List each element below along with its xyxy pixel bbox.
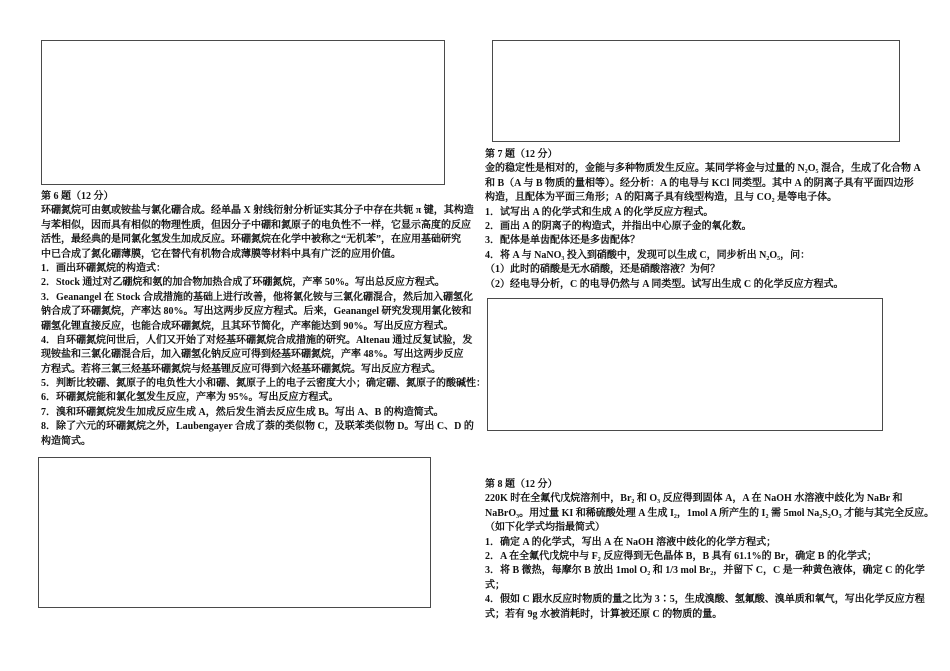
item-line: 2．画出 A 的阴离子的构造式，并指出中心原子金的氧化数。 bbox=[485, 220, 752, 232]
item-line: 构造简式。 bbox=[41, 435, 91, 447]
question-6-item-5 bbox=[41, 377, 486, 391]
intro-line: 金的稳定性是相对的，金能与多种物质发生反应。某同学将金与过量的 N₂O₅ 混合，生成了化合物 A bbox=[485, 163, 921, 175]
intro-line: （如下化学式均指最简式） bbox=[485, 522, 605, 534]
item-line: 6．环硼氮烷能和氯化氢发生反应，产率为 95%。写出反应方程式。 bbox=[41, 392, 339, 404]
item-line: 1．试写出 A 的化学式和生成 A 的化学反应方程式。 bbox=[485, 206, 714, 218]
item-line: 4．假如 C 跟水反应时物质的量之比为 3∶5，生成溴酸、氢氟酸、溴单质和氧气，写出化学反应方程 bbox=[485, 594, 925, 606]
question-6-item-1 bbox=[41, 262, 471, 276]
question-7-item-1 bbox=[485, 206, 915, 220]
item-line: 方程式。若将三氯三烃基环硼氮烷与烃基锂反应可得到六烃基环硼氮烷。写出反应方程式。 bbox=[41, 363, 441, 375]
question-6-item-8 bbox=[41, 420, 474, 449]
sub-item-line: （2）经电导分析，C 的电导仍然与 A 同类型。试写出生成 C 的化学反应方程式。 bbox=[485, 278, 844, 290]
intro-line: 220K 时在全氟代戊烷溶剂中，Br₂ 和 O₃ 反应得到固体 A，A 在 NaOH 水溶液中歧化为 NaBr 和 bbox=[485, 493, 903, 505]
question-8-item-1 bbox=[485, 536, 915, 550]
answer-box-top-right bbox=[492, 40, 900, 142]
question-7-item-3 bbox=[485, 234, 915, 248]
question-8 bbox=[485, 478, 935, 622]
question-7-intro bbox=[485, 162, 921, 205]
item-line: 2．A 在全氟代戊烷中与 F₂ 反应得到无色晶体 B，B 具有 61.1%的 Br，确定 B 的化学式； bbox=[485, 550, 877, 562]
question-6-intro bbox=[41, 204, 474, 262]
question-8-item-2 bbox=[485, 550, 915, 564]
item-line: 式； bbox=[485, 579, 505, 591]
item-line: 1．确定 A 的化学式，写出 A 在 NaOH 溶液中歧化的化学方程式； bbox=[485, 536, 777, 548]
question-6 bbox=[41, 190, 486, 449]
question-7 bbox=[485, 148, 921, 292]
question-8-title: 第 8 题（12 分） bbox=[485, 479, 558, 490]
sub-item-line: （1）此时的硝酸是无水硝酸，还是硝酸溶液？为何？ bbox=[485, 264, 720, 276]
intro-line: 环硼氮烷可由氨或铵盐与氯化硼合成。经单晶 X 射线衍射分析证实其分子中存在共轭 π 键，其构造 bbox=[41, 205, 474, 217]
item-line: 4．自环硼氮烷问世后，人们又开始了对烃基环硼氮烷合成措施的研究。Altenau 通过反复试验，发 bbox=[41, 334, 473, 346]
item-line: 钠合成了环硼氮烷，产率达 80%。写出这两步反应方程式。后来，Geanangel 研究发现用氯化铵和 bbox=[41, 306, 472, 318]
question-8-item-4 bbox=[485, 593, 925, 622]
item-line: 4．将 A 与 NaNO₃ 投入到硝酸中，发现可以生成 C，同步析出 N₂O₅，问： bbox=[485, 249, 811, 261]
intro-line: 和 B（A 与 B 物质的量相等）。经分析：A 的电导与 KCl 同类型。其中 A 的阴离子具有平面四边形 bbox=[485, 177, 914, 189]
item-line: 8．除了六元的环硼氮烷之外，Laubengayer 合成了萘的类似物 C，及联苯类似物 D。写出 C、D 的 bbox=[41, 421, 474, 433]
intro-line: NaBrO₃。用过量 KI 和稀硫酸处理 A 生成 I₂，1mol A 所产生的 I₂ 需 5mol Na₂S₂O₃ 才能与其完全反应。 bbox=[485, 507, 935, 519]
question-7-title: 第 7 题（12 分） bbox=[485, 149, 558, 160]
question-6-item-6 bbox=[41, 391, 471, 405]
question-7-item-4 bbox=[485, 249, 915, 292]
question-6-item-2 bbox=[41, 276, 471, 290]
question-6-item-7 bbox=[41, 406, 471, 420]
item-line: 1．画出环硼氮烷的构造式： bbox=[41, 262, 166, 274]
item-line: 3．配体是单齿配体还是多齿配体？ bbox=[485, 235, 640, 247]
item-line: 式；若有 9g 水被消耗时，计算被还原 C 的物质的量。 bbox=[485, 608, 723, 620]
question-8-intro bbox=[485, 492, 935, 535]
answer-box-bottom-left bbox=[38, 457, 431, 608]
item-line: 3．将 B 微热，每摩尔 B 放出 1mol O₂ 和 1/3 mol Br₂，并留下 C，C 是一种黄色液体，确定 C 的化学 bbox=[485, 565, 925, 577]
intro-line: 活性，最经典的是同氯化氢发生加成反应。环硼氮烷在化学中被称之“无机苯”，在应用基础研究 bbox=[41, 234, 461, 246]
item-line: 2．Stock 通过对乙硼烷和氨的加合物加热合成了环硼氮烷，产率 50%。写出总反应方程式。 bbox=[41, 277, 445, 289]
intro-line: 构造，且配体为平面三角形；A 的阳离子具有线型构造，且与 CO₂ 是等电子体。 bbox=[485, 192, 838, 204]
question-8-item-3 bbox=[485, 564, 925, 593]
item-line: 3．Geanangel 在 Stock 合成措施的基础上进行改善，他将氯化铵与三氯化硼混合，然后加入硼氢化 bbox=[41, 291, 473, 303]
item-line: 5．判断比较硼、氮原子的电负性大小和硼、氮原子上的电子云密度大小；确定硼、氮原子的酸碱性： bbox=[41, 378, 486, 390]
question-6-title: 第 6 题（12 分） bbox=[41, 191, 114, 202]
item-line: 现铵盐和三氯化硼混合后，加入硼氢化钠反应可得到烃基环硼氮烷，产率 48%。写出这两步反应 bbox=[41, 349, 464, 361]
intro-line: 与苯相似，因而具有相似的物理性质，但因分子中硼和氮原子的电负性不一样，它显示高度的反应 bbox=[41, 219, 471, 231]
answer-box-middle-right bbox=[487, 298, 883, 431]
intro-line: 中已合成了氮化硼薄膜，它在替代有机物合成薄膜等材料中具有广泛的应用价值。 bbox=[41, 248, 401, 260]
question-6-item-3 bbox=[41, 291, 471, 334]
question-6-item-4 bbox=[41, 334, 471, 377]
question-7-item-2 bbox=[485, 220, 915, 234]
answer-box-top-left bbox=[41, 40, 445, 185]
item-line: 7．溴和环硼氮烷发生加成反应生成 A，然后发生消去反应生成 B。写出 A、B 的构造简式。 bbox=[41, 406, 444, 418]
item-line: 硼氢化锂直接反应，也能合成环硼氮烷，且其环节简化，产率能达到 90%。写出反应方程式。 bbox=[41, 320, 454, 332]
